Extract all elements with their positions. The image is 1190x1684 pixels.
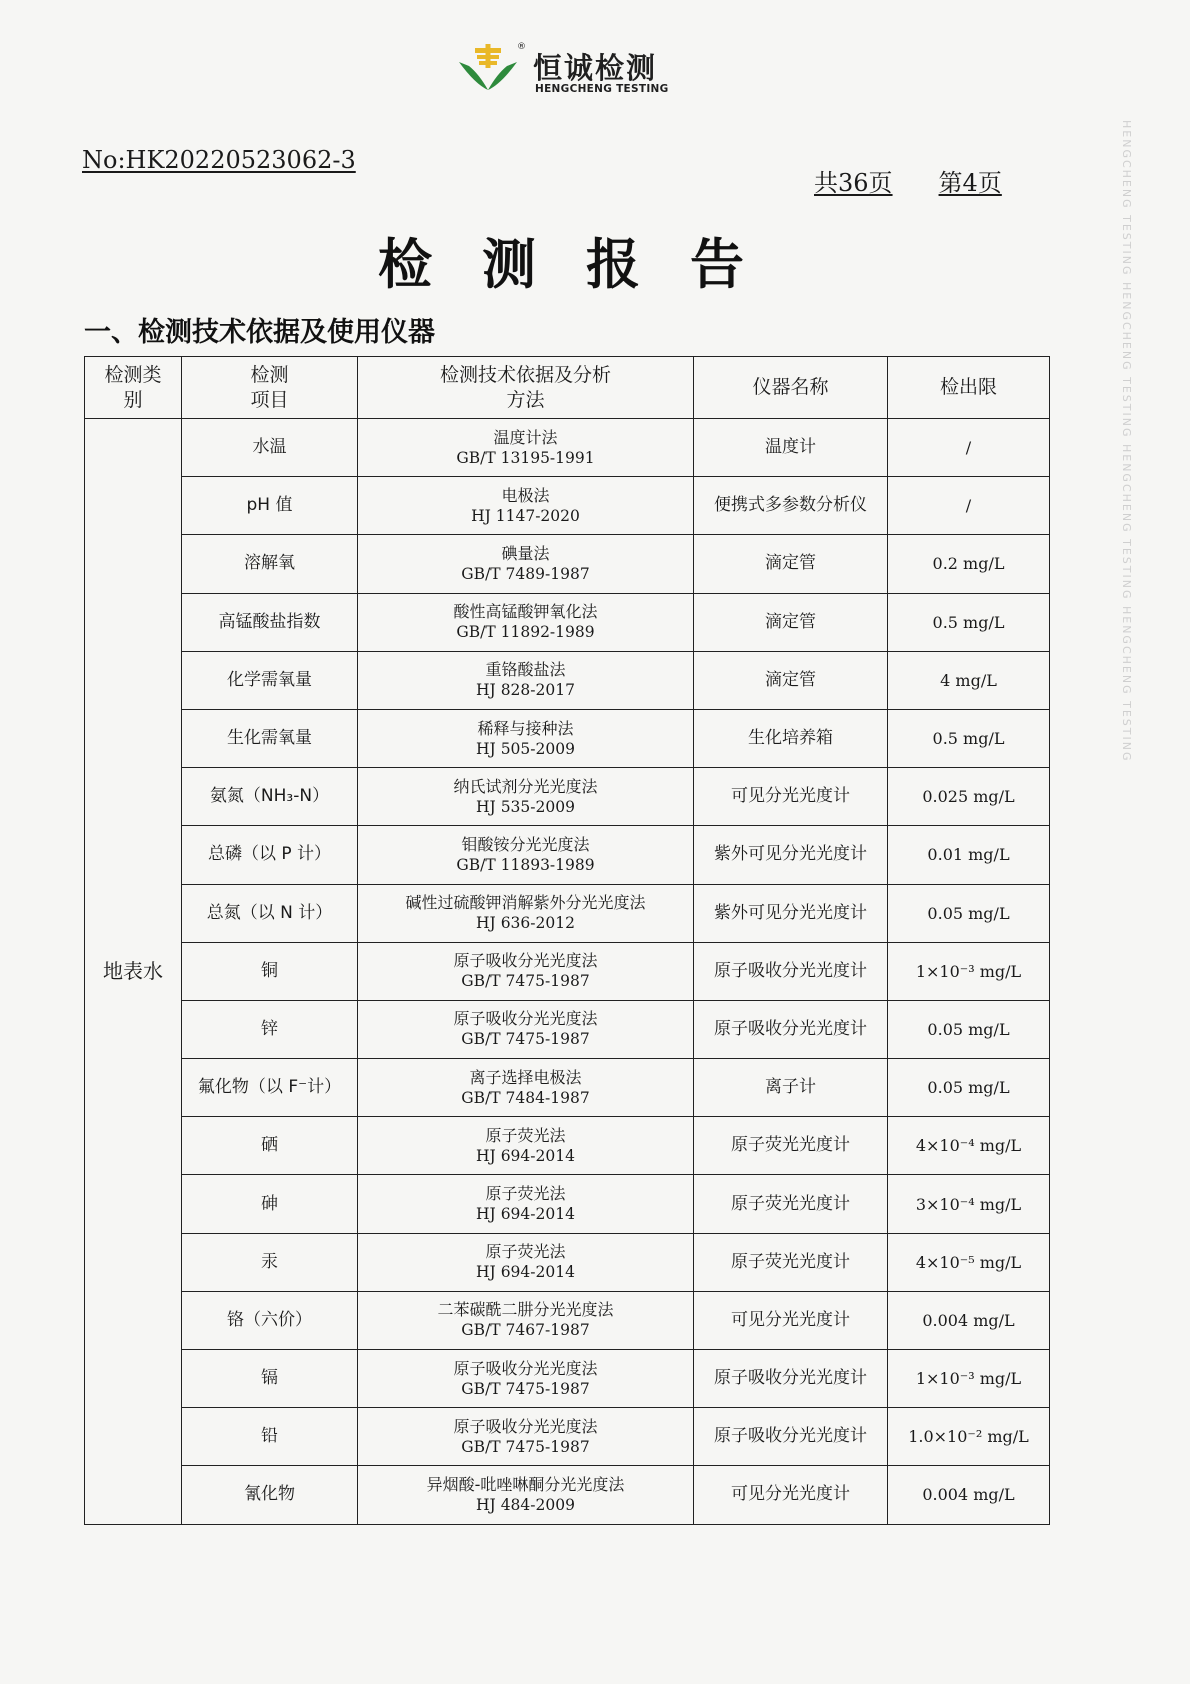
detection-limit-cell: 0.2 mg/L	[888, 535, 1050, 593]
item-cell: 总氮（以 N 计）	[182, 884, 358, 942]
instrument-cell: 原子吸收分光光度计	[694, 1000, 888, 1058]
item-cell: 总磷（以 P 计）	[182, 826, 358, 884]
detection-limit-cell: 0.01 mg/L	[888, 826, 1050, 884]
table-row	[85, 477, 1050, 535]
table-row	[85, 826, 1050, 884]
method-name: 原子荧光法	[485, 1125, 566, 1145]
method-name: 原子吸收分光光度法	[453, 1009, 598, 1029]
instrument-cell: 可见分光光度计	[694, 1291, 888, 1349]
table-row	[85, 535, 1050, 593]
instrument-cell: 原子荧光光度计	[694, 1233, 888, 1291]
side-watermark: HENGCHENG TESTING HENGCHENG TESTING HENGCHENG TESTING HENGCHENG TESTING	[1120, 120, 1133, 763]
detection-limit-cell: 0.5 mg/L	[888, 593, 1050, 651]
instrument-cell: 可见分光光度计	[694, 1466, 888, 1524]
detection-limit-cell: 1.0×10⁻² mg/L	[888, 1408, 1050, 1466]
item-cell: 氨氮（NH₃-N）	[182, 768, 358, 826]
instrument-cell: 温度计	[694, 419, 888, 477]
method-cell	[358, 1059, 694, 1117]
instrument-cell: 滴定管	[694, 535, 888, 593]
method-standard: GB/T 7489-1987	[461, 564, 590, 583]
method-standard: HJ 1147-2020	[471, 506, 580, 525]
item-cell: 汞	[182, 1233, 358, 1291]
method-standard: GB/T 7484-1987	[461, 1088, 590, 1107]
method-cell	[358, 768, 694, 826]
method-name: 离子选择电极法	[469, 1067, 582, 1087]
method-cell	[358, 1233, 694, 1291]
method-cell	[358, 1291, 694, 1349]
method-standard: HJ 484-2009	[476, 1495, 575, 1514]
item-cell: 氟化物（以 F⁻计）	[182, 1059, 358, 1117]
method-standard: HJ 694-2014	[476, 1146, 575, 1165]
instrument-cell: 滴定管	[694, 593, 888, 651]
method-name: 纳氏试剂分光光度法	[453, 776, 598, 796]
detection-limit-cell: 4×10⁻⁴ mg/L	[888, 1117, 1050, 1175]
method-cell	[358, 709, 694, 767]
instrument-cell: 离子计	[694, 1059, 888, 1117]
method-cell	[358, 942, 694, 1000]
method-standard: GB/T 11892-1989	[456, 623, 595, 642]
method-cell	[358, 477, 694, 535]
method-standard: HJ 535-2009	[476, 797, 575, 816]
instrument-cell: 原子吸收分光光度计	[694, 1408, 888, 1466]
item-cell: 锌	[182, 1000, 358, 1058]
item-cell: 镉	[182, 1350, 358, 1408]
table-header-row	[85, 357, 1050, 419]
detection-limit-cell: 0.05 mg/L	[888, 1000, 1050, 1058]
method-name: 原子吸收分光光度法	[453, 951, 598, 971]
item-cell: 水温	[182, 419, 358, 477]
method-name: 原子吸收分光光度法	[453, 1416, 598, 1436]
method-name: 二苯碳酰二肼分光光度法	[437, 1300, 614, 1320]
method-cell	[358, 826, 694, 884]
table-row	[85, 709, 1050, 767]
item-cell: 生化需氧量	[182, 709, 358, 767]
detection-limit-cell: 3×10⁻⁴ mg/L	[888, 1175, 1050, 1233]
instrument-cell: 紫外可见分光光度计	[694, 826, 888, 884]
item-cell: pH 值	[182, 477, 358, 535]
logo-name-cn: 恒诚检测	[533, 51, 658, 85]
table-row	[85, 942, 1050, 1000]
method-name: 碘量法	[501, 543, 550, 563]
method-name: 重铬酸盐法	[485, 660, 566, 680]
method-cell	[358, 1350, 694, 1408]
current-page: 第4页	[938, 169, 1002, 197]
detection-limit-cell: 1×10⁻³ mg/L	[888, 1350, 1050, 1408]
method-cell	[358, 884, 694, 942]
table-row	[85, 1350, 1050, 1408]
item-cell: 铅	[182, 1408, 358, 1466]
col-header-method: 检测技术依据及分析方法	[358, 357, 694, 419]
detection-limit-cell: 0.004 mg/L	[888, 1291, 1050, 1349]
table-row	[85, 1059, 1050, 1117]
method-name: 钼酸铵分光光度法	[461, 834, 590, 854]
method-name: 原子荧光法	[485, 1242, 566, 1262]
item-cell: 铬（六价）	[182, 1291, 358, 1349]
col-header-category: 检测类别	[85, 357, 182, 419]
detection-limit-cell: 0.5 mg/L	[888, 709, 1050, 767]
method-name: 电极法	[501, 485, 550, 505]
page-count	[814, 163, 1002, 198]
item-cell: 化学需氧量	[182, 651, 358, 709]
detection-limit-cell: 0.004 mg/L	[888, 1466, 1050, 1524]
col-header-instrument: 仪器名称	[694, 357, 888, 419]
table-row	[85, 1233, 1050, 1291]
detection-limit-cell: 0.05 mg/L	[888, 1059, 1050, 1117]
instrument-cell: 滴定管	[694, 651, 888, 709]
method-cell	[358, 593, 694, 651]
report-title: 检测报告	[378, 233, 794, 296]
section-heading: 一、检测技术依据及使用仪器	[84, 317, 435, 348]
method-name: 稀释与接种法	[477, 718, 574, 738]
method-name: 异烟酸-吡唑啉酮分光光度法	[426, 1474, 625, 1494]
item-cell: 铜	[182, 942, 358, 1000]
table-row	[85, 1408, 1050, 1466]
item-cell: 高锰酸盐指数	[182, 593, 358, 651]
method-standard: GB/T 7475-1987	[461, 1030, 590, 1049]
table-row	[85, 1117, 1050, 1175]
method-name: 温度计法	[493, 427, 558, 447]
method-cell	[358, 1000, 694, 1058]
table-row	[85, 1175, 1050, 1233]
logo-name-en: HENGCHENG TESTING	[535, 83, 669, 95]
method-cell	[358, 1408, 694, 1466]
total-pages: 共36页	[814, 169, 893, 197]
hengcheng-logo-icon	[455, 44, 521, 94]
table-row	[85, 884, 1050, 942]
method-standard: GB/T 7475-1987	[461, 1379, 590, 1398]
detection-limit-cell: 4×10⁻⁵ mg/L	[888, 1233, 1050, 1291]
instrument-cell: 原子吸收分光光度计	[694, 942, 888, 1000]
report-number: No:HK20220523062-3	[82, 146, 356, 174]
table-row	[85, 1291, 1050, 1349]
table-row	[85, 651, 1050, 709]
method-name: 碱性过硫酸钾消解紫外分光光度法	[405, 893, 646, 913]
instrument-cell: 原子吸收分光光度计	[694, 1350, 888, 1408]
method-name: 原子荧光法	[485, 1184, 566, 1204]
col-header-limit: 检出限	[888, 357, 1050, 419]
detection-limit-cell: /	[888, 419, 1050, 477]
detection-limit-cell: /	[888, 477, 1050, 535]
table-row	[85, 593, 1050, 651]
instrument-cell: 可见分光光度计	[694, 768, 888, 826]
method-standard: GB/T 7475-1987	[461, 1437, 590, 1456]
detection-limit-cell: 1×10⁻³ mg/L	[888, 942, 1050, 1000]
method-cell	[358, 535, 694, 593]
method-cell	[358, 1117, 694, 1175]
method-standard: GB/T 7475-1987	[461, 972, 590, 991]
method-standard: HJ 694-2014	[476, 1263, 575, 1282]
method-standard: HJ 636-2012	[476, 914, 575, 933]
instrument-cell: 紫外可见分光光度计	[694, 884, 888, 942]
method-standard: GB/T 13195-1991	[456, 448, 595, 467]
method-standard: GB/T 7467-1987	[461, 1321, 590, 1340]
method-standard: HJ 694-2014	[476, 1205, 575, 1224]
item-cell: 硒	[182, 1117, 358, 1175]
item-cell: 氰化物	[182, 1466, 358, 1524]
company-logo	[455, 42, 685, 102]
table-row	[85, 1000, 1050, 1058]
category-cell: 地表水	[85, 419, 182, 1525]
table-row	[85, 1466, 1050, 1524]
instrument-cell: 原子荧光光度计	[694, 1117, 888, 1175]
method-table	[84, 356, 1050, 1525]
instrument-cell: 生化培养箱	[694, 709, 888, 767]
instrument-cell: 原子荧光光度计	[694, 1175, 888, 1233]
col-header-item: 检测项目	[182, 357, 358, 419]
item-cell: 砷	[182, 1175, 358, 1233]
registered-mark: ®	[517, 42, 526, 52]
method-cell	[358, 1466, 694, 1524]
item-cell: 溶解氧	[182, 535, 358, 593]
instrument-cell: 便携式多参数分析仪	[694, 477, 888, 535]
method-standard: HJ 828-2017	[476, 681, 575, 700]
method-cell	[358, 419, 694, 477]
table-row	[85, 768, 1050, 826]
detection-limit-cell: 0.05 mg/L	[888, 884, 1050, 942]
method-name: 原子吸收分光光度法	[453, 1358, 598, 1378]
method-cell	[358, 651, 694, 709]
detection-limit-cell: 0.025 mg/L	[888, 768, 1050, 826]
method-cell	[358, 1175, 694, 1233]
method-name: 酸性高锰酸钾氧化法	[453, 602, 598, 622]
table-row	[85, 419, 1050, 477]
detection-limit-cell: 4 mg/L	[888, 651, 1050, 709]
method-standard: GB/T 11893-1989	[456, 855, 595, 874]
method-standard: HJ 505-2009	[476, 739, 575, 758]
